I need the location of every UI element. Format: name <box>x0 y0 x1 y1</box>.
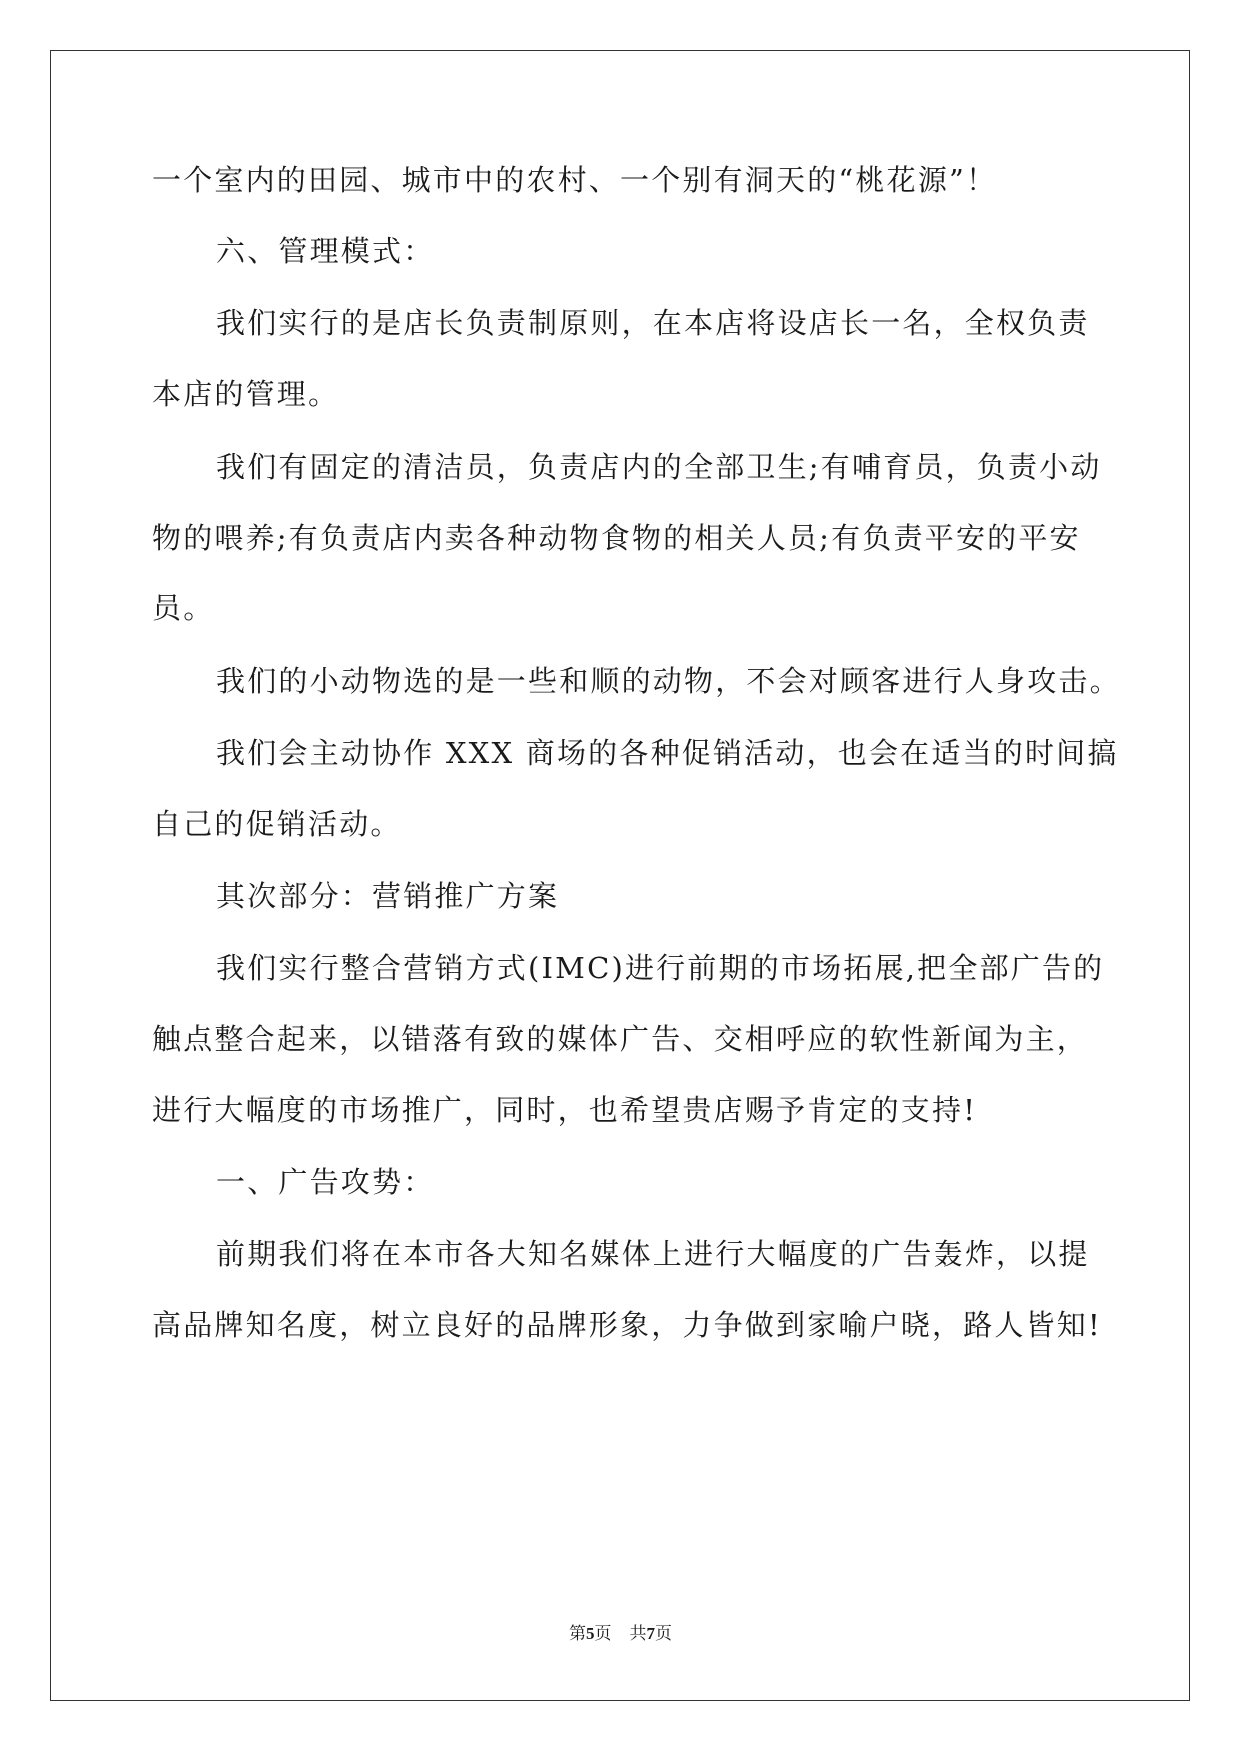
paragraph-line: 我们实行的是店长负责制原则，在本店将设店长一名，全权负责 <box>216 306 1090 340</box>
page-number: 5 <box>586 1624 595 1643</box>
text-line: 一个室内的田园、城市中的农村、一个别有洞天的“桃花源”！ <box>152 163 998 197</box>
paragraph-line: 我们会主动协作 XXX 商场的各种促销活动，也会在适当的时间搞 <box>216 736 1119 770</box>
section-heading: 六、管理模式： <box>216 234 435 268</box>
paragraph-line: 我们实行整合营销方式(IMC)进行前期的市场拓展,把全部广告的 <box>216 951 1105 985</box>
paragraph-line: 进行大幅度的市场推广，同时，也希望贵店赐予肯定的支持! <box>152 1093 978 1127</box>
paragraph-line: 我们有固定的清洁员，负责店内的全部卫生;有哺育员，负责小动 <box>216 450 1102 484</box>
page-suffix: 页 <box>594 1624 612 1644</box>
paragraph-line: 本店的管理。 <box>152 377 340 411</box>
page-prefix: 第 <box>569 1624 586 1644</box>
paragraph-line: 自己的促销活动。 <box>152 807 402 841</box>
paragraph-line: 触点整合起来，以错落有致的媒体广告、交相呼应的软性新闻为主， <box>152 1022 1089 1056</box>
total-suffix: 页 <box>655 1624 672 1644</box>
section-heading: 一、广告攻势： <box>216 1165 435 1199</box>
total-prefix: 共 <box>629 1624 647 1644</box>
page-footer <box>0 1622 1241 1646</box>
paragraph-line: 物的喂养;有负责店内卖各种动物食物的相关人员;有负责平安的平安 <box>152 521 1081 555</box>
total-pages: 7 <box>646 1624 655 1643</box>
paragraph-line: 员。 <box>152 591 215 625</box>
paragraph-line: 前期我们将在本市各大知名媒体上进行大幅度的广告轰炸，以提 <box>216 1237 1090 1271</box>
paragraph-line: 高品牌知名度，树立良好的品牌形象，力争做到家喻户晓，路人皆知! <box>152 1308 1102 1342</box>
section-heading: 其次部分：营销推广方案 <box>216 879 560 913</box>
paragraph-line: 我们的小动物选的是一些和顺的动物，不会对顾客进行人身攻击。 <box>216 664 1121 698</box>
